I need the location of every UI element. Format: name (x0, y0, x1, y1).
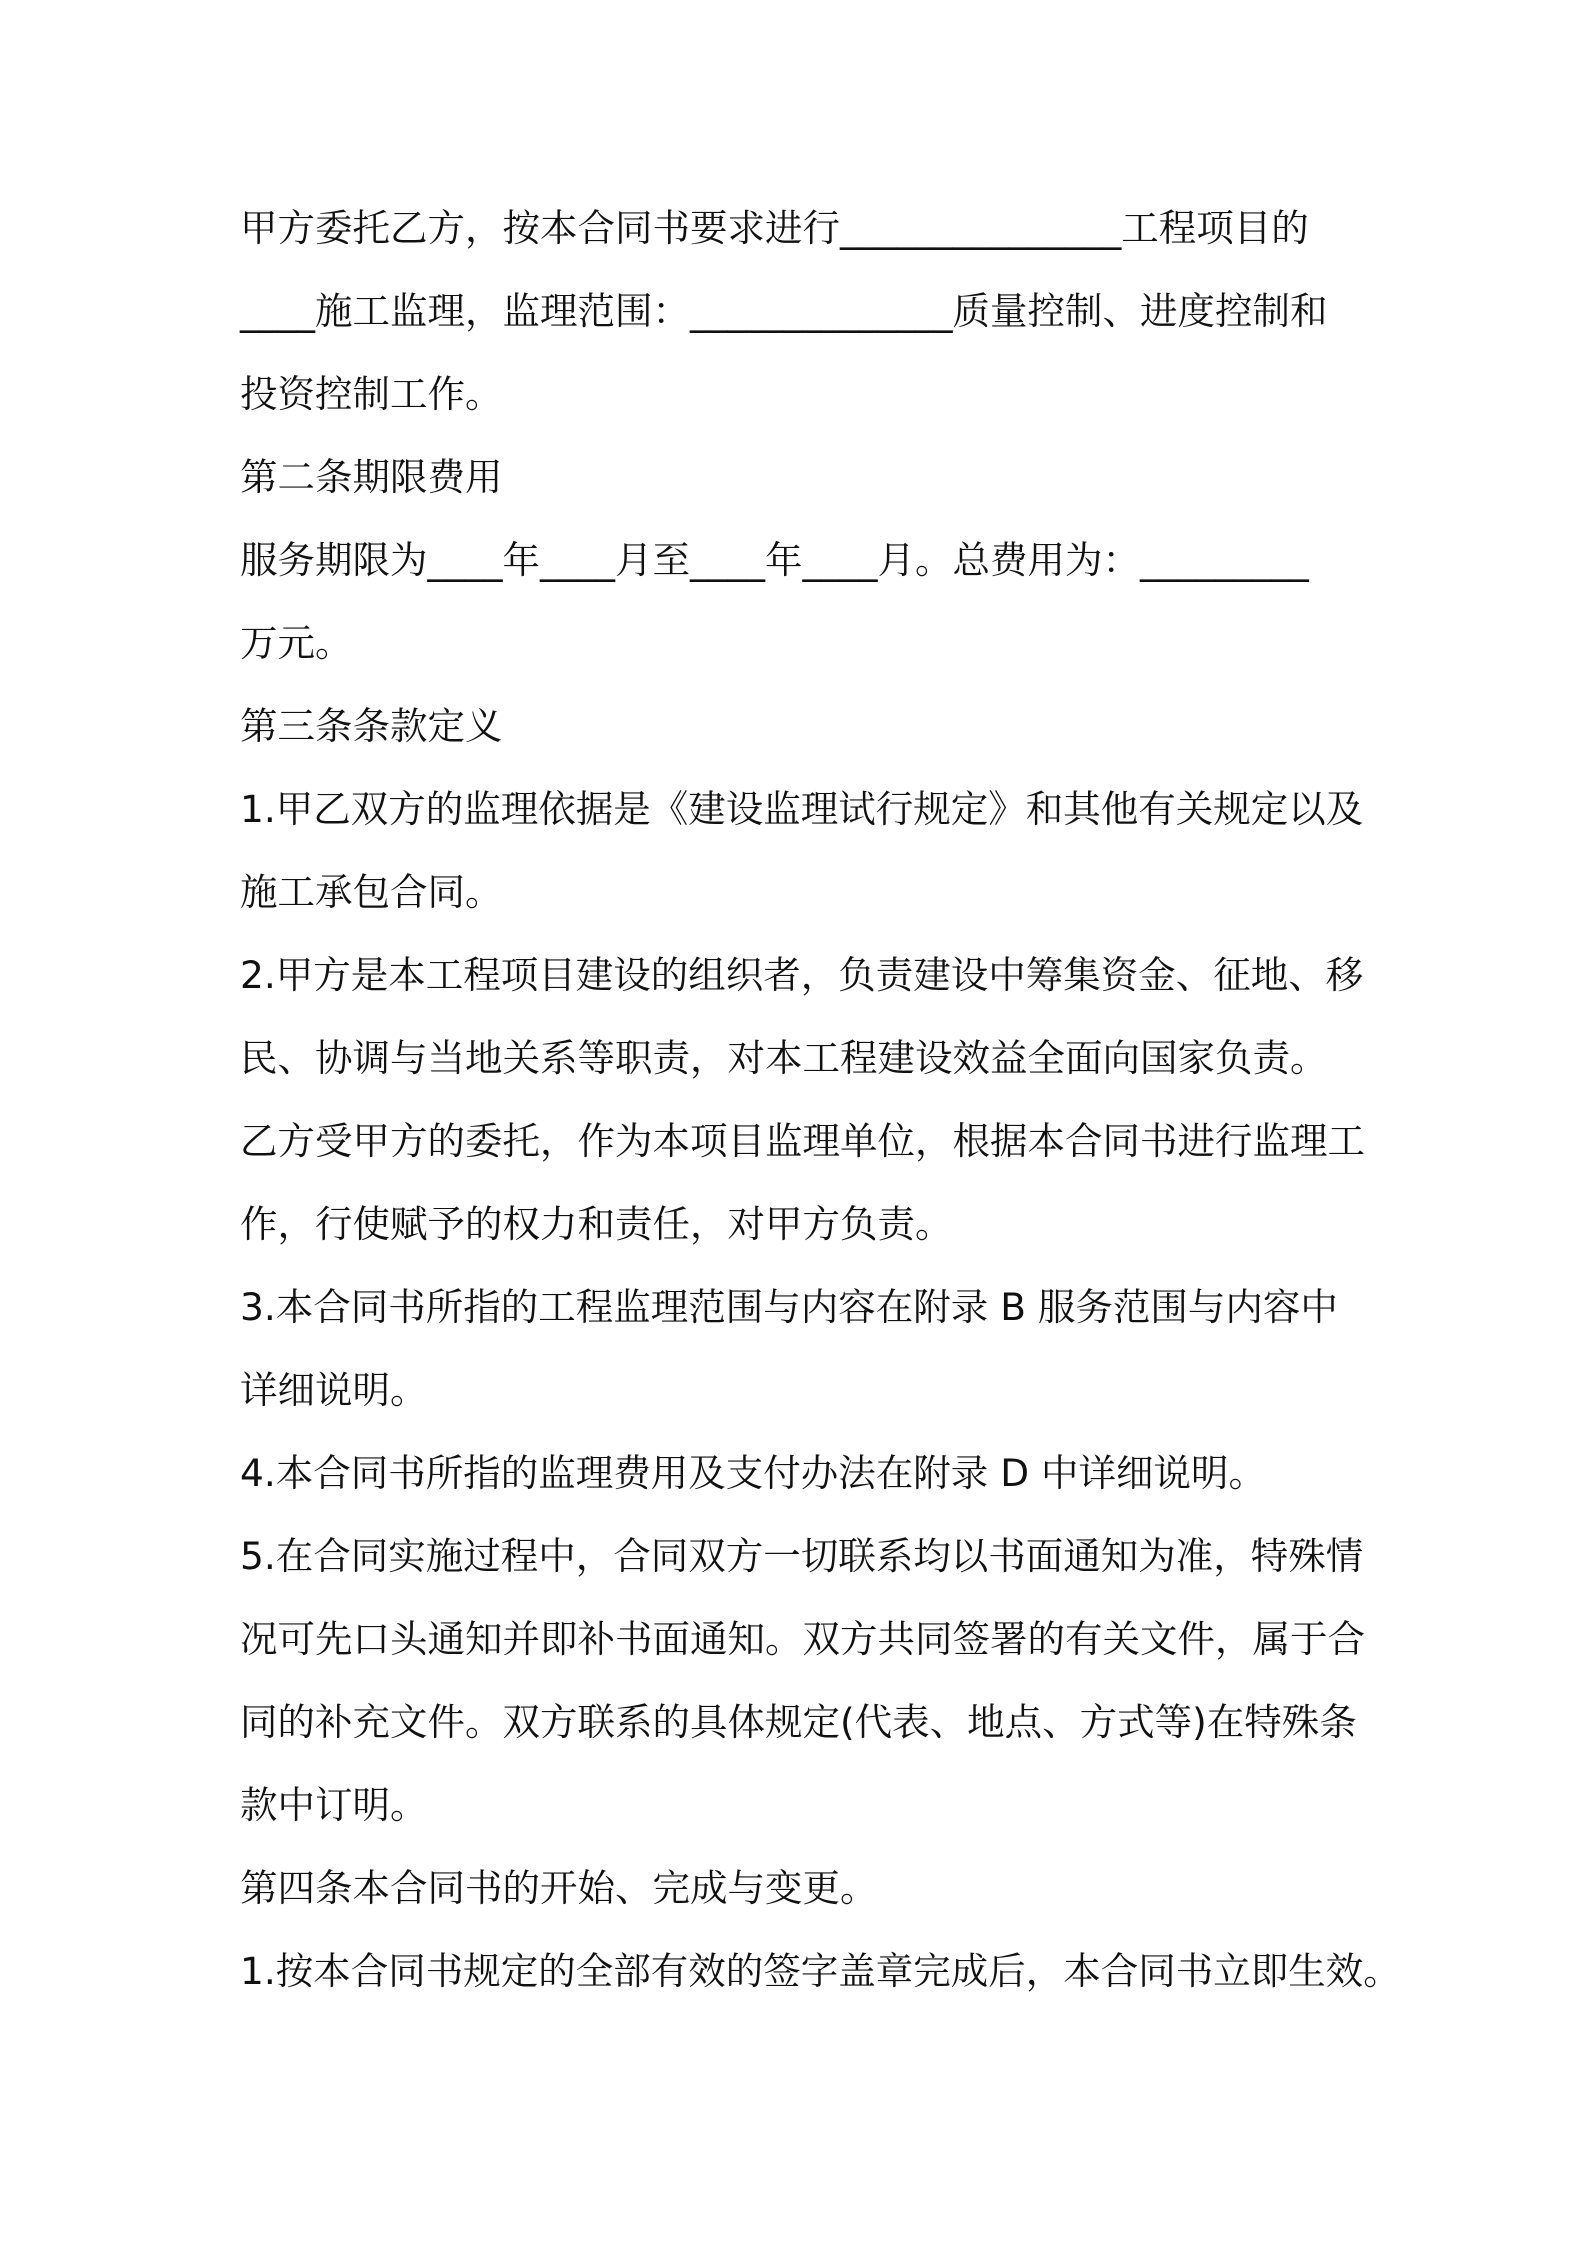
text-line: 款中订明。 (240, 1783, 428, 1827)
text-line: 投资控制工作。 (240, 372, 503, 416)
text-line: 详细说明。 (240, 1368, 428, 1412)
text-line: 况可先口头通知并即补书面通知。双方共同签署的有关文件，属于合 (240, 1617, 1365, 1661)
text-line: 4.本合同书所指的监理费用及支付办法在附录 D 中详细说明。 (240, 1451, 1266, 1495)
text-line: 1.甲乙双方的监理依据是《建设监理试行规定》和其他有关规定以及 (240, 787, 1364, 831)
text-line: 2.甲方是本工程项目建设的组织者，负责建设中筹集资金、征地、移 (240, 953, 1364, 997)
text-line: 同的补充文件。双方联系的具体规定(代表、地点、方式等)在特殊条 (240, 1700, 1357, 1744)
text-line: 服务期限为____年____月至____年____月。总费用为：_________ (240, 538, 1309, 582)
text-line: 施工承包合同。 (240, 870, 503, 914)
text-line: 1.按本合同书规定的全部有效的签字盖章完成后，本合同书立即生效。 (240, 1949, 1401, 1993)
section-heading: 第三条条款定义 (240, 704, 503, 748)
section-heading: 第二条期限费用 (240, 455, 503, 499)
text-line: 5.在合同实施过程中，合同双方一切联系均以书面通知为准，特殊情 (240, 1534, 1364, 1578)
section-heading: 第四条本合同书的开始、完成与变更。 (240, 1866, 878, 1910)
text-line: 万元。 (240, 621, 353, 665)
text-line: 民、协调与当地关系等职责，对本工程建设效益全面向国家负责。 (240, 1036, 1328, 1080)
text-line: 乙方受甲方的委托，作为本项目监理单位，根据本合同书进行监理工 (240, 1119, 1365, 1163)
text-line: 甲方委托乙方，按本合同书要求进行_______________工程项目的 (240, 206, 1309, 250)
text-line: ____施工监理，监理范围：______________质量控制、进度控制和 (240, 289, 1328, 333)
text-line: 3.本合同书所指的工程监理范围与内容在附录 B 服务范围与内容中 (240, 1285, 1338, 1329)
text-line: 作，行使赋予的权力和责任，对甲方负责。 (240, 1202, 953, 1246)
